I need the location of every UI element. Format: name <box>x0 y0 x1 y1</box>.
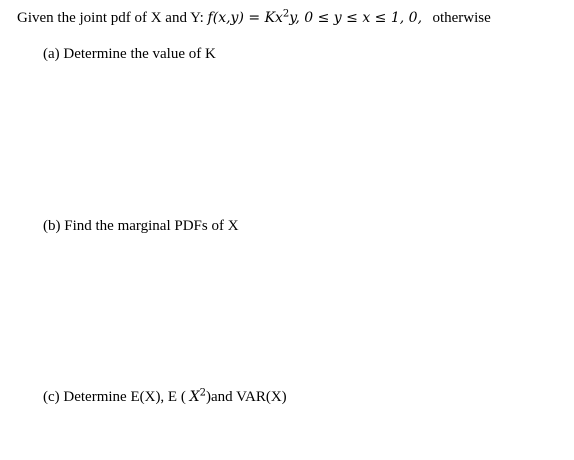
question-a: (a) Determine the value of K <box>43 46 216 62</box>
question-c-var: X <box>189 389 200 405</box>
question-c-suffix: )and VAR(X) <box>205 389 287 405</box>
problem-statement <box>17 9 491 27</box>
pdf-after: y, 0 ≤ y ≤ x ≤ 1, 0, <box>289 10 423 26</box>
pdf-equals: = <box>248 10 261 26</box>
pdf-otherwise: otherwise <box>432 10 491 26</box>
intro-text: Given the joint pdf of X and Y: <box>17 10 204 26</box>
question-b: (b) Find the marginal PDFs of X <box>43 218 239 234</box>
question-c <box>43 388 287 406</box>
question-c-exponent: 2 <box>199 387 206 399</box>
question-c-prefix: (c) Determine E(X), E ( <box>43 389 186 405</box>
pdf-exponent: 2 <box>282 8 290 20</box>
pdf-base: Kx <box>264 10 283 26</box>
pdf-formula <box>208 10 427 26</box>
question-c-math <box>190 389 206 405</box>
pdf-lhs: f(x,y) <box>207 10 244 26</box>
